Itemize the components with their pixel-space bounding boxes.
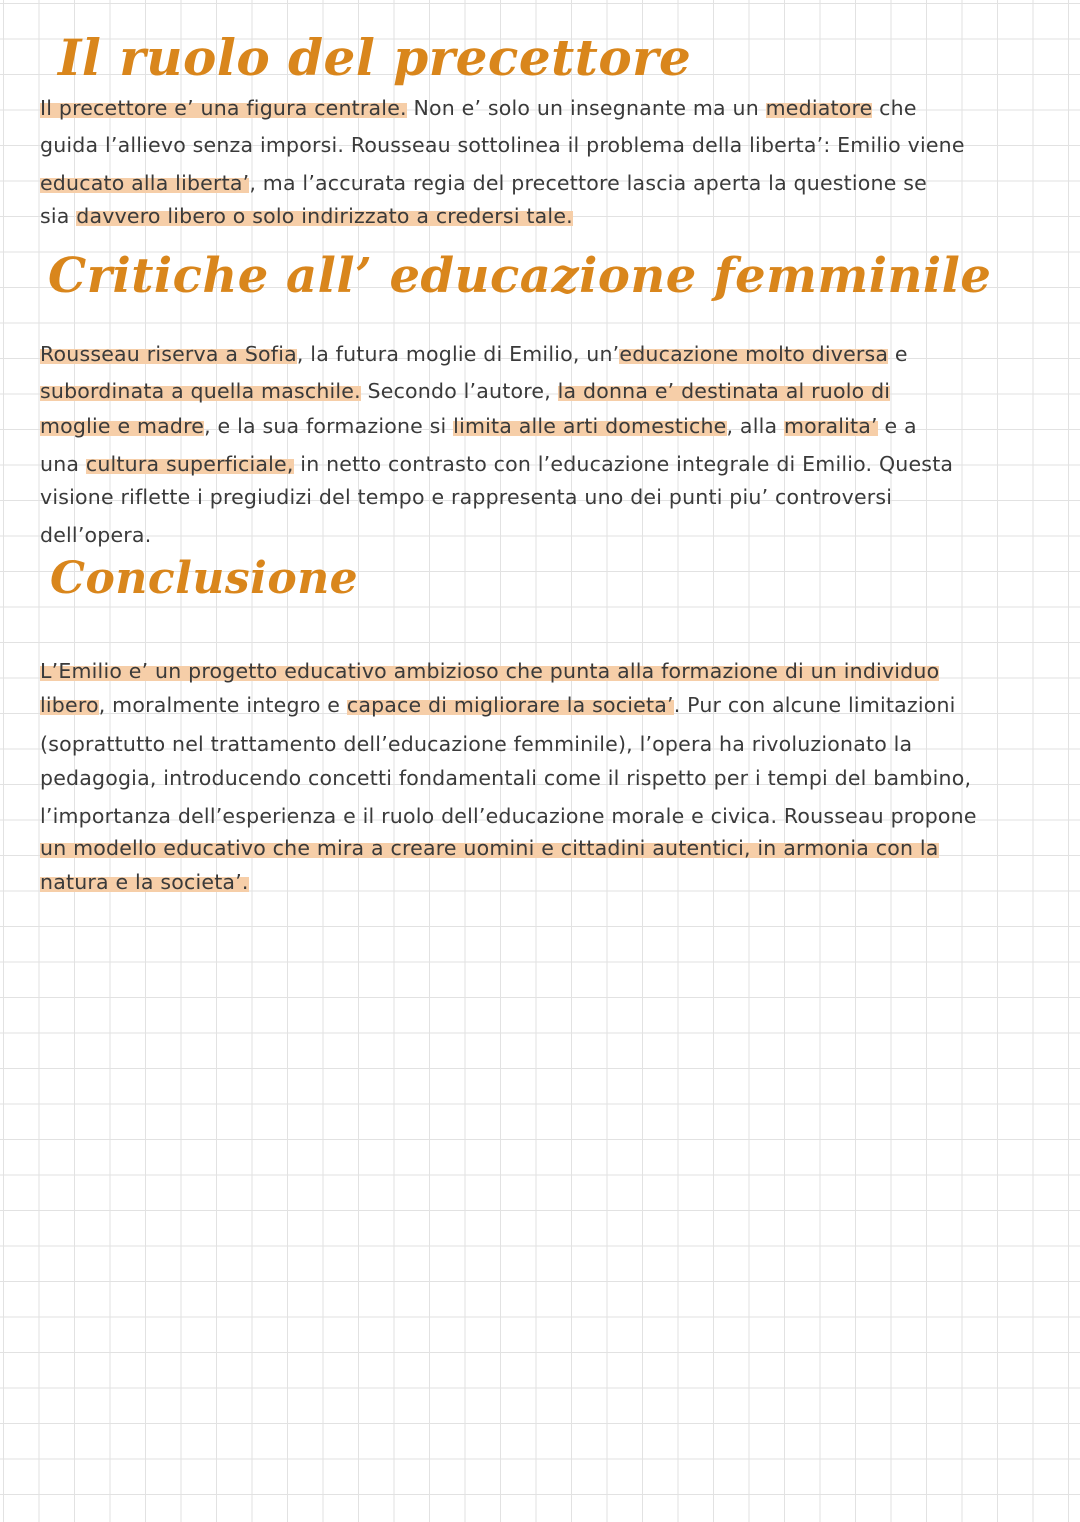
text-line [40, 518, 151, 552]
text-line [40, 447, 953, 481]
highlighted-text: la donna e’ destinata al ruolo di [557, 379, 891, 403]
text-line [40, 688, 956, 722]
highlighted-text: educazione molto diversa [619, 342, 889, 366]
text-segment: . Pur con alcune limitazioni [673, 693, 956, 717]
highlighted-text: subordinata a quella maschile. [40, 379, 361, 403]
highlighted-text: capace di migliorare la societa’ [346, 693, 674, 717]
highlighted-text: moralita’ [783, 414, 878, 438]
text-segment: e [888, 342, 908, 366]
highlighted-text: L’Emilio e’ un progetto educativo ambizioso che punta alla formazione di un individuo [40, 659, 940, 683]
text-segment: , alla [726, 414, 784, 438]
text-segment: Non e’ solo un insegnante ma un [406, 96, 766, 120]
highlighted-text: un modello educativo che mira a creare uomini e cittadini autentici, in armonia con la [40, 836, 939, 860]
text-segment: , e la sua formazione si [204, 414, 454, 438]
text-segment: , moralmente integro e [98, 693, 347, 717]
text-segment: in netto contrasto con l’educazione integrale di Emilio. Questa [293, 452, 954, 476]
text-line [40, 199, 573, 233]
text-segment: guida l’allievo senza imporsi. Rousseau sottolinea il problema della liberta’: Emilio viene [40, 133, 965, 157]
text-line [40, 761, 971, 795]
text-segment: una [40, 452, 86, 476]
text-line [40, 799, 977, 833]
text-segment: l’importanza dell’esperienza e il ruolo dell’educazione morale e civica. Rousseau propone [40, 804, 977, 828]
text-segment: dell’opera. [40, 523, 152, 547]
highlighted-text: libero [40, 693, 99, 717]
text-segment: , la futura moglie di Emilio, un’ [296, 342, 620, 366]
text-line [40, 374, 890, 408]
highlighted-text: educato alla liberta’ [40, 171, 250, 195]
highlighted-text: mediatore [765, 96, 873, 120]
text-segment: sia [40, 204, 77, 228]
section-heading-conclusione: Conclusione [50, 553, 359, 604]
text-line [40, 480, 892, 514]
text-segment: visione riflette i pregiudizi del tempo e rappresenta uno dei punti piu’ controversi [40, 485, 893, 509]
highlighted-text: Rousseau riserva a Sofia [40, 342, 297, 366]
section-heading-educazione-femminile: Critiche all’ educazione femminile [48, 248, 992, 304]
text-segment: , ma l’accurata regia del precettore lascia aperta la questione se [249, 171, 927, 195]
text-segment: pedagogia, introducendo concetti fondamentali come il rispetto per i tempi del bambino, [40, 766, 972, 790]
highlighted-text: natura e la societa’. [40, 870, 249, 894]
text-line [40, 831, 939, 865]
section-heading-precettore: Il ruolo del precettore [58, 28, 692, 87]
text-line [40, 654, 939, 688]
text-line [40, 128, 965, 162]
highlighted-text: moglie e madre [40, 414, 205, 438]
text-line [40, 727, 912, 761]
text-line [40, 337, 908, 371]
highlighted-text: limita alle arti domestiche [453, 414, 727, 438]
text-line [40, 409, 917, 443]
text-line [40, 91, 917, 125]
text-segment: (soprattutto nel trattamento dell’educazione femminile), l’opera ha rivoluzionato la [40, 732, 913, 756]
text-line [40, 865, 249, 899]
highlighted-text: davvero libero o solo indirizzato a credersi tale. [76, 204, 573, 228]
text-segment: che [872, 96, 917, 120]
text-segment: e a [877, 414, 917, 438]
highlighted-text: cultura superficiale, [85, 452, 294, 476]
text-line [40, 166, 927, 200]
text-segment: Secondo l’autore, [360, 379, 558, 403]
highlighted-text: Il precettore e’ una figura centrale. [40, 96, 407, 120]
